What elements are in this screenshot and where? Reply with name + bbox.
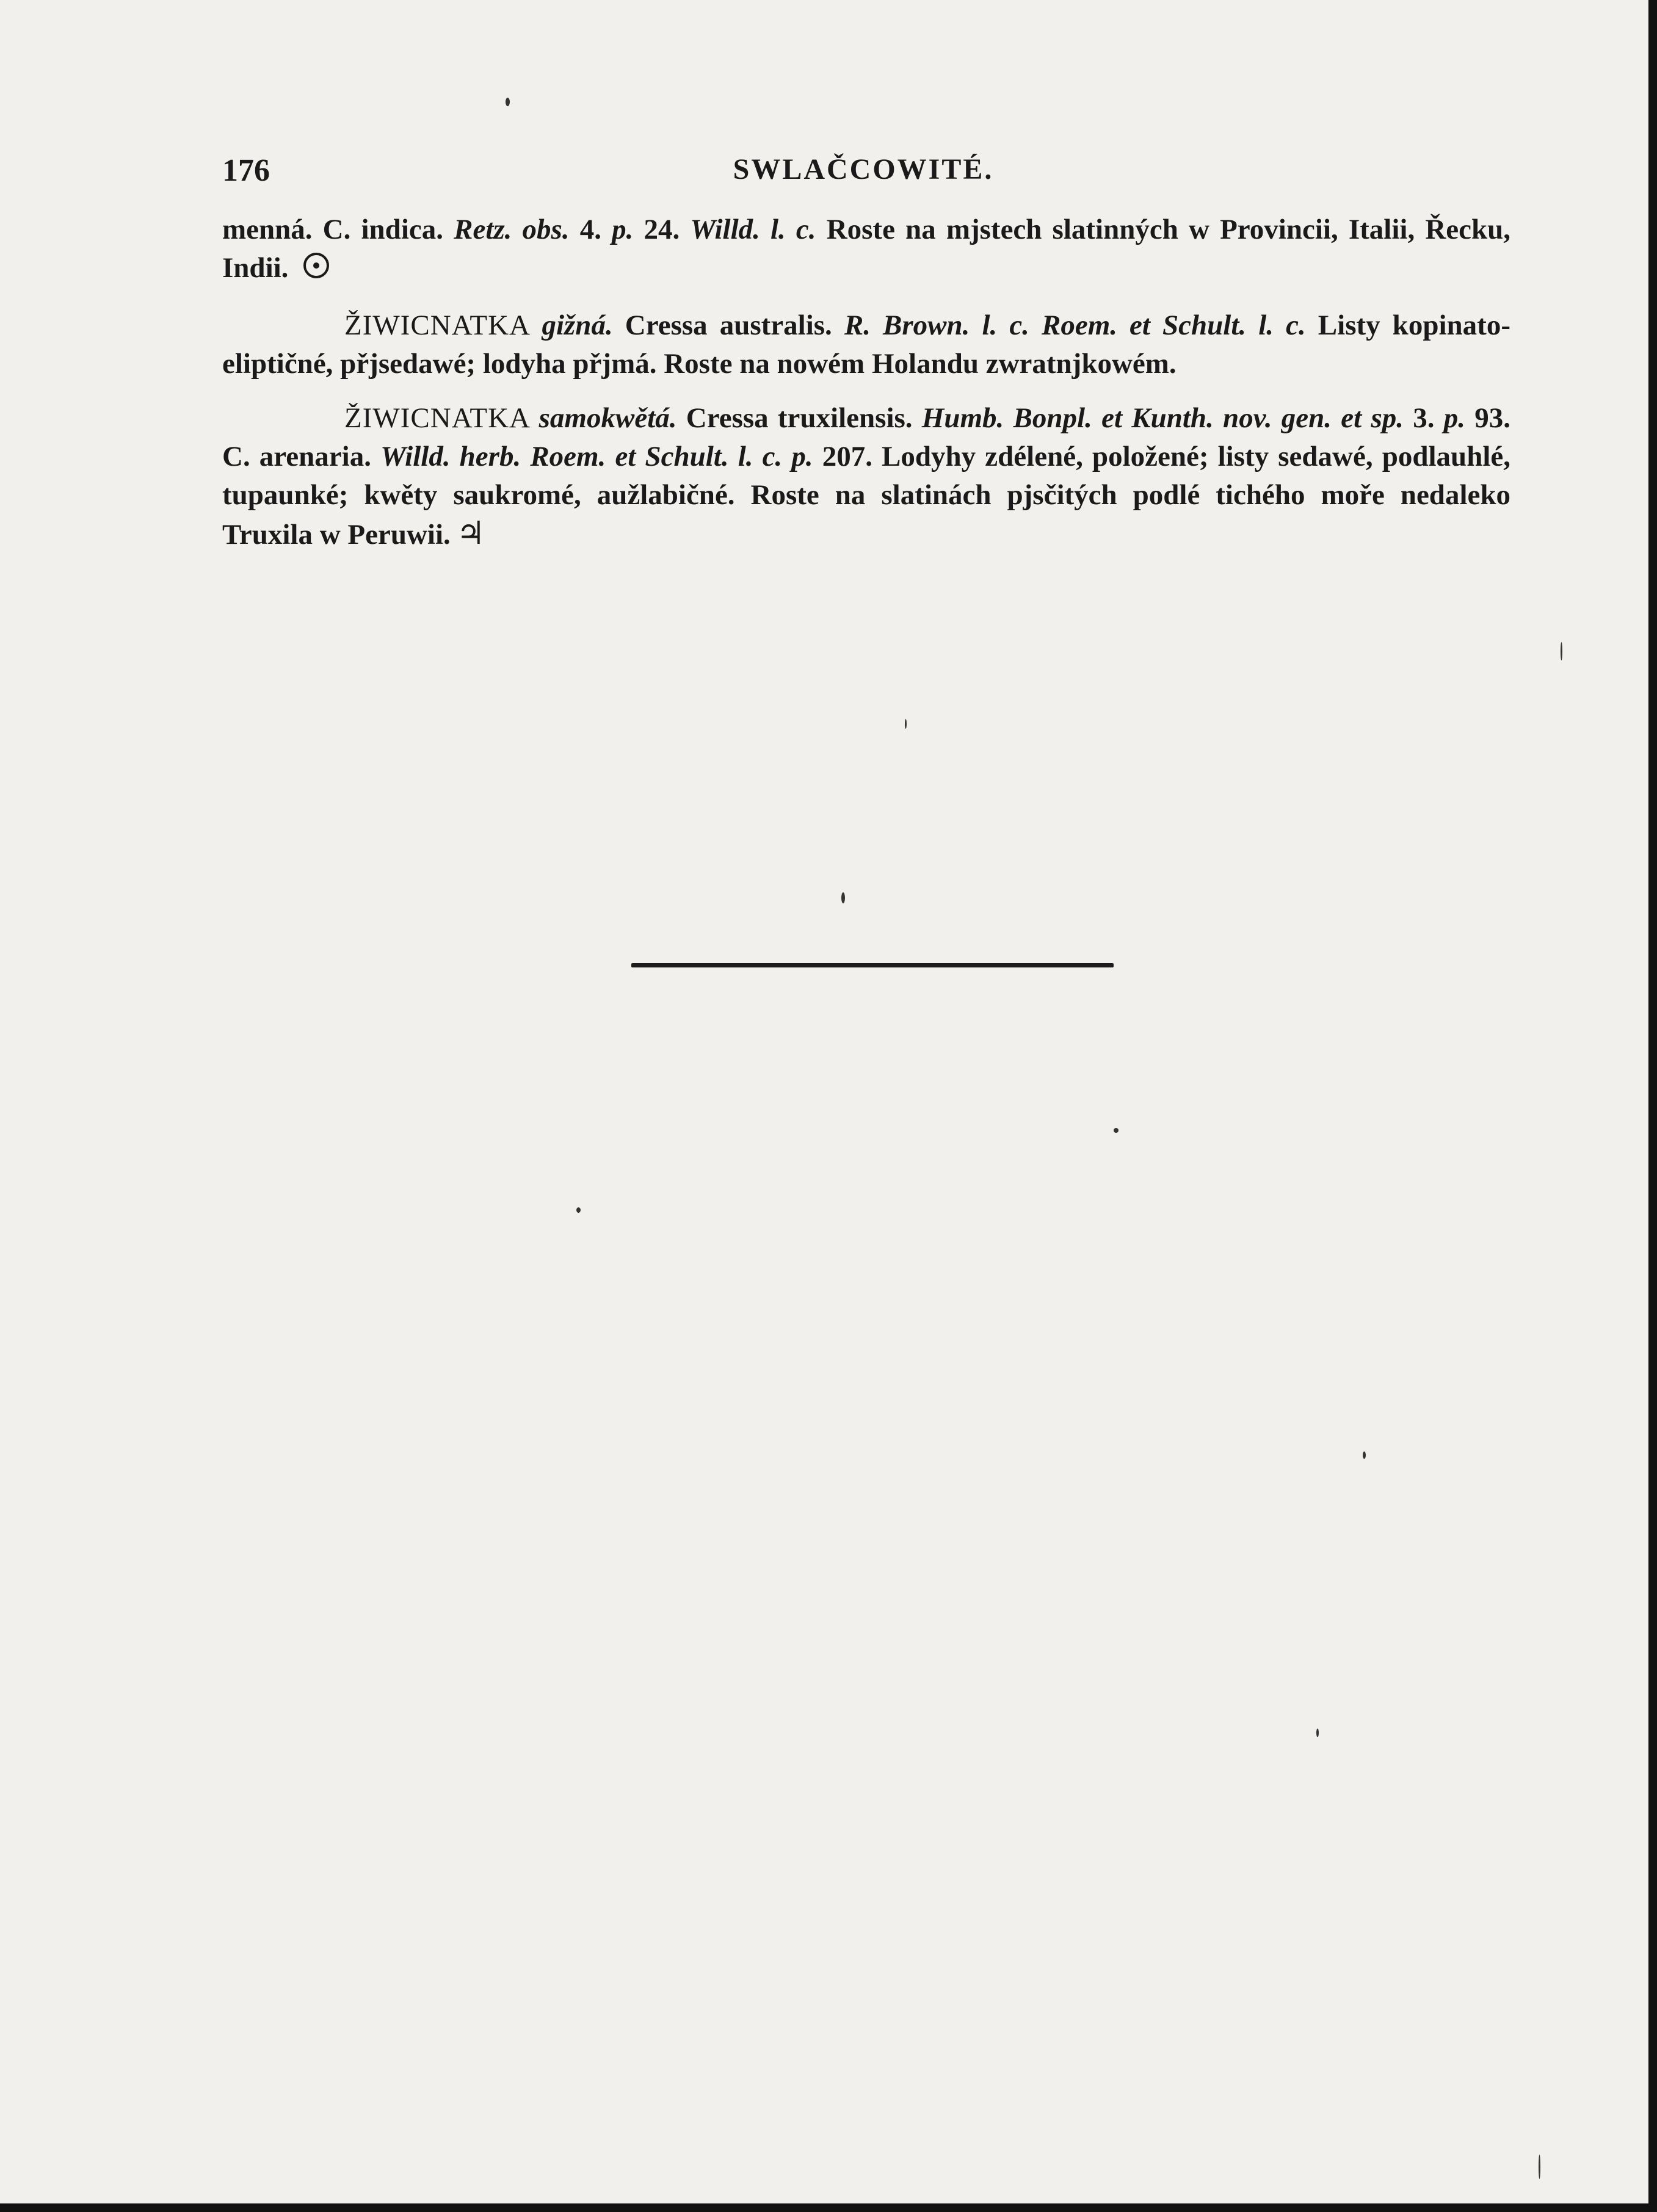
- text-segment: 207. Lodyhy zdélené, položené; listy sedawé, podlauhlé, tupaunké; kwěty saukromé, aužlabičné. Roste na slatinách pjsčitých podlé tichého moře nedaleko Truxila w Peruwii.: [222, 440, 1510, 551]
- paper-speck: [1561, 642, 1562, 660]
- species-entry-truxilensis: [222, 399, 1510, 554]
- running-head: SWLAČCOWITÉ.: [733, 153, 994, 186]
- text-segment: Cressa truxilensis.: [686, 402, 922, 434]
- genus-name: ŽIWICNATKA: [344, 309, 542, 341]
- paper-speck: [905, 719, 907, 729]
- paper-speck: [506, 98, 510, 106]
- text-segment: Retz. obs.: [454, 214, 580, 245]
- paper-speck: [576, 1207, 581, 1213]
- paper-speck: [1316, 1729, 1319, 1737]
- text-segment: p.: [612, 214, 644, 245]
- text-segment: 3.: [1413, 402, 1444, 434]
- section-end-rule: [631, 963, 1114, 967]
- text-segment: p.: [1443, 402, 1475, 434]
- text-segment: Roste na mjstech slatinných w Provincii, Italii, Řecku, Indii.: [222, 214, 1511, 284]
- species-entry-australis: [222, 306, 1510, 383]
- text-segment: Willd. herb. Roem. et Schult. l. c. p.: [380, 440, 822, 472]
- scan-border-right: [1648, 0, 1657, 2212]
- text-segment: Humb. Bonpl. et Kunth. nov. gen. et sp.: [921, 402, 1413, 434]
- page-number: 176: [222, 153, 270, 188]
- text-segment: gižná.: [542, 309, 625, 341]
- page-header: [222, 153, 1504, 195]
- paper-speck: [1363, 1451, 1366, 1459]
- text-segment: Listy kopinato-eliptičné, přjsedawé; lodyha přjmá. Roste na nowém Holandu zwratnjkowém.: [222, 309, 1510, 380]
- text-segment: Willd. l. c.: [690, 214, 827, 245]
- text-segment: 93. C. arenaria.: [222, 402, 1510, 472]
- body-text: [222, 211, 1510, 554]
- text-segment: menná. C. indica.: [222, 214, 454, 245]
- text-segment: 24.: [644, 214, 691, 245]
- text-segment: R. Brown. l. c. Roem. et Schult. l. c.: [844, 309, 1318, 341]
- scan-border-bottom: [0, 2203, 1657, 2212]
- genus-name: ŽIWICNATKA: [344, 402, 539, 434]
- text-segment: Cressa australis.: [625, 309, 844, 341]
- text-segment: 4.: [579, 214, 612, 245]
- paper-speck: [1539, 2155, 1540, 2179]
- paragraph-continuation: [222, 211, 1510, 291]
- annual-circle-icon: [302, 251, 331, 291]
- paper-speck: [1114, 1128, 1119, 1133]
- text-segment: samokwětá.: [538, 402, 686, 434]
- perennial-jupiter-symbol: ♃: [456, 515, 485, 552]
- paper-speck: [841, 892, 845, 903]
